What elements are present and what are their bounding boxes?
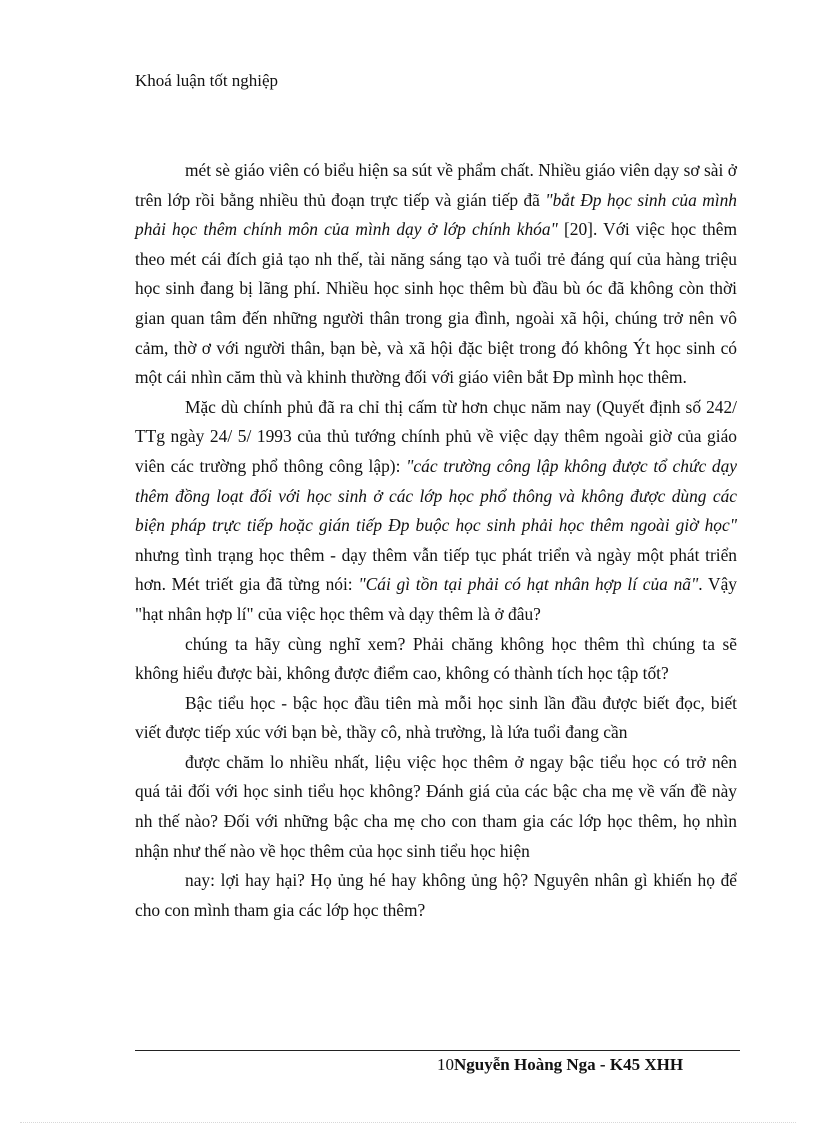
paragraph: Bậc tiểu học - bậc học đầu tiên mà mỗi học sinh lần đầu được biết đọc, biết viết được tiếp xúc với bạn bè, thầy cô, nhà trường, là lứa tuổi đang cần xyxy=(135,692,737,743)
page-footer xyxy=(437,1055,683,1075)
text-run: nhưng tình trạng học thêm - dạy thêm vẫn tiếp tục phát triển và ngày một phát triển hơn. Mét triết gia đã từng nói: xyxy=(135,544,737,595)
paragraph: nay: lợi hay hại? Họ ủng hé hay không ủng hộ? Nguyên nhân gì khiến họ để cho con mình tham gia các lớp học thêm? xyxy=(135,870,737,920)
page-number: 10 xyxy=(437,1055,454,1074)
text-run: mét sè giáo viên có biểu hiện sa sút về phẩm chất. Nhiều giáo viên dạy sơ sài ở trên lớp rồi bằng nhiều thủ đoạn trực tiếp và gián tiếp đã xyxy=(135,160,737,210)
paragraph xyxy=(135,393,737,630)
document-body xyxy=(135,156,737,925)
paragraph: chúng ta hãy cùng nghĩ xem? Phải chăng không học thêm thì chúng ta sẽ không hiểu được bài, không được điểm cao, không có thành tích học tập tốt? xyxy=(135,633,737,684)
quote-italic: "bắt Ðp học sinh của mình phải học thêm chính môn của mình dạy ở lớp chính khóa" xyxy=(135,189,737,240)
quote-italic: "các trường công lập không được tổ chức dạy thêm đồng loạt đối với học sinh ở các lớp học phổ thông và không được dùng các biện pháp trực tiếp hoặc gián tiếp Ðp buộc học sinh phải học thêm ngoài giờ học" xyxy=(135,455,738,536)
quote-italic: "Cái gì tồn tại phải có hạt nhân hợp lí của nã" xyxy=(358,574,699,595)
paragraph xyxy=(135,156,737,393)
text-run: Mặc dù chính phủ đã ra chỉ thị cấm từ hơn chục năm nay (Quyết định số 242/ TTg ngày 24/ 5/ 1993 của thủ tướng chính phủ về việc dạy thêm ngoài giờ của giáo viên các trường phổ thông công lập): xyxy=(135,396,737,476)
footer-divider xyxy=(135,1050,740,1051)
text-run: [20]. Với việc học thêm theo mét cái đích giả tạo nh thế, tài năng sáng tạo và tuổi trẻ đáng quí của hàng triệu học sinh đang bị lãng phí. Nhiều học sinh học thêm bù đầu bù óc đã không còn thời gian quan tâm đến những người thân trong gia đình, ngoài xã hội, chúng trở nên vô cảm, thờ ơ với người thân, bạn bè, và xã hội đặc biệt trong đó không Ýt học sinh có một cái nhìn căm thù và khinh thường đối với giáo viên bắt Ðp mình học thêm. xyxy=(135,219,738,388)
paragraph: được chăm lo nhiều nhất, liệu việc học thêm ở ngay bậc tiểu học có trở nên quá tải đối với học sinh tiểu học không? Đánh giá của các bậc cha mẹ về vấn đề này nh thế nào? Đối với những bậc cha mẹ cho con tham gia các lớp học thêm, họ nhìn nhận như thế nào về học thêm của học sinh tiểu học hiện xyxy=(135,751,737,861)
text-run: . Vậy "hạt nhân hợp lí" của việc học thêm và dạy thêm là ở đâu? xyxy=(135,574,738,624)
footer-author: Nguyễn Hoàng Nga - K45 XHH xyxy=(454,1055,684,1074)
running-header: Khoá luận tốt nghiệp xyxy=(135,71,279,90)
